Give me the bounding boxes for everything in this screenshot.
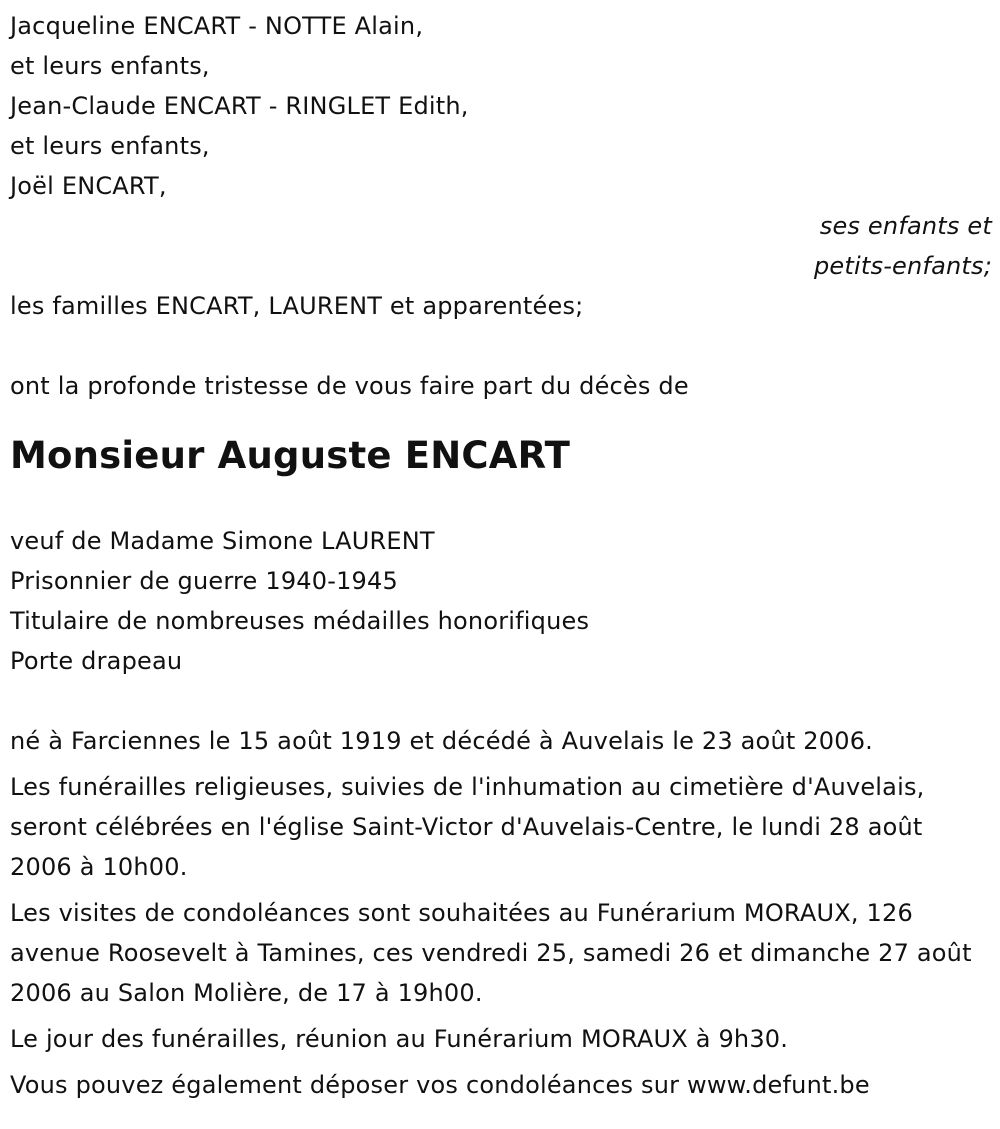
deceased-details (10, 521, 992, 681)
family-line: et leurs enfants, (10, 132, 210, 160)
family-list (10, 0, 992, 206)
detail-line: Titulaire de nombreuses médailles honorifiques (10, 607, 590, 635)
visits-paragraph: Les visites de condoléances sont souhaitées au Funérarium MORAUX, 126 avenue Roosevelt à Tamines, ces vendredi 25, samedi 26 et dimanche 27 août 2006 au Salon Molière, de 17 à 19h00. (10, 899, 972, 1007)
detail-line: Porte drapeau (10, 647, 183, 675)
meeting-paragraph: Le jour des funérailles, réunion au Funérarium MORAUX à 9h30. (10, 1025, 789, 1053)
obituary-notice (10, 0, 992, 1111)
family-line: Jacqueline ENCART - NOTTE Alain, (10, 12, 424, 40)
detail-line: Prisonnier de guerre 1940-1945 (10, 567, 398, 595)
online-condolences-paragraph: Vous pouvez également déposer vos condoléances sur www.defunt.be (10, 1071, 870, 1099)
family-line: et leurs enfants, (10, 52, 210, 80)
group-label-line-2: petits-enfants; (814, 252, 992, 280)
deceased-name: Monsieur Auguste ENCART (10, 434, 571, 477)
extended-family: les familles ENCART, LAURENT et apparentées; (10, 292, 584, 320)
funeral-paragraph: Les funérailles religieuses, suivies de l'inhumation au cimetière d'Auvelais, seront célébrées en l'église Saint-Victor d'Auvelais-Centre, le lundi 28 août 2006 à 10h00. (10, 773, 925, 881)
family-line: Joël ENCART, (10, 172, 167, 200)
announcement-text: ont la profonde tristesse de vous faire part du décès de (10, 372, 689, 400)
family-line: Jean-Claude ENCART - RINGLET Edith, (10, 92, 469, 120)
birth-death-paragraph: né à Farciennes le 15 août 1919 et décédé à Auvelais le 23 août 2006. (10, 727, 873, 755)
detail-line: veuf de Madame Simone LAURENT (10, 527, 435, 555)
group-label-line-1: ses enfants et (819, 212, 992, 240)
